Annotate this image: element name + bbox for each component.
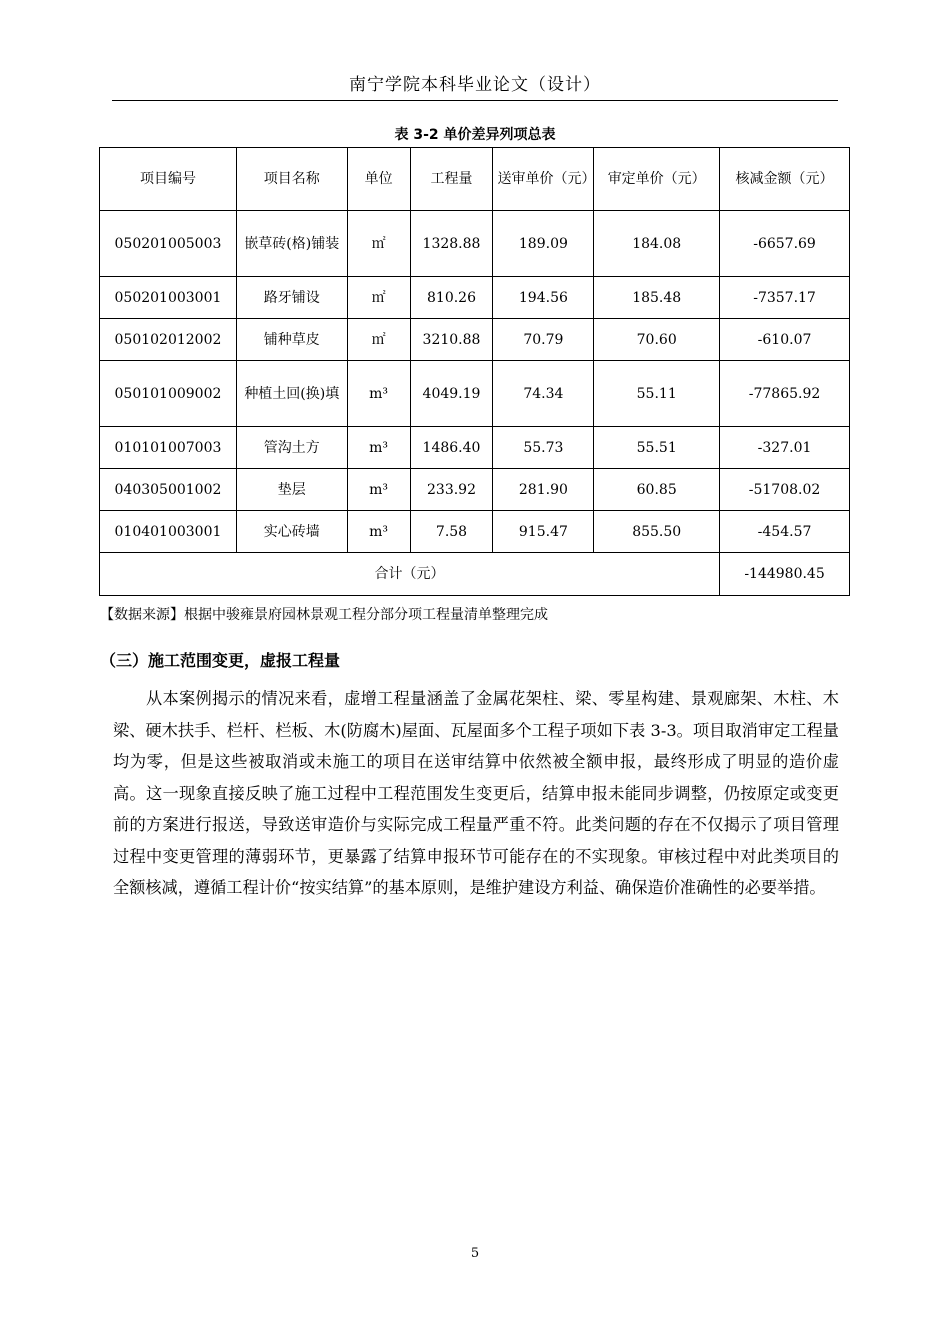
body-paragraph: 从本案例揭示的情况来看，虚增工程量涵盖了金属花架柱、梁、零星构建、景观廊架、木柱、木梁、硬木扶手、栏杆、栏板、木(防腐木)屋面、瓦屋面多个工程子项如下表 3-3。项目取消审定工程量均为零，但是这些被取消或未施工的项目在送审结算中依然被全额申报，最终形成了明显的造价虚高。这一现象直接反映了施工过程中工程范围发生变更后，结算申报未能同步调整，仍按原定或变更前的方案进行报送，导致送审造价与实际完成工程量严重不符。此类问题的存在不仅揭示了项目管理过程中变更管理的薄弱环节，更暴露了结算申报环节可能存在的不实现象。审核过程中对此类项目的全额核减，遵循工程计价“按实结算”的基本原则，是维护建设方利益、确保造价准确性的必要举措。 (113, 689, 839, 897)
item-name-cell: 种植土回(换)填 (236, 361, 347, 427)
item-code-cell: 050102012002 (100, 319, 237, 361)
item-code-cell: 050201003001 (100, 277, 237, 319)
quantity-cell: 810.26 (410, 277, 493, 319)
quantity-cell: 3210.88 (410, 319, 493, 361)
quantity-cell: 233.92 (410, 469, 493, 511)
section-heading: （三）施工范围变更，虚报工程量 (100, 651, 341, 670)
item-code-cell: 050201005003 (100, 211, 237, 277)
unit-cell: m³ (347, 511, 410, 553)
item-name-cell: 嵌草砖(格)铺装 (236, 211, 347, 277)
column-header: 单位 (347, 148, 410, 211)
item-code-cell: 040305001002 (100, 469, 237, 511)
submitted-price-cell: 74.34 (493, 361, 594, 427)
table-source-note: 【数据来源】根据中骏雍景府园林景观工程分部分项工程量清单整理完成 (100, 607, 548, 623)
quantity-cell: 1328.88 (410, 211, 493, 277)
column-header: 项目编号 (100, 148, 237, 211)
reduction-amount-cell: -51708.02 (720, 469, 850, 511)
item-name-cell: 实心砖墙 (236, 511, 347, 553)
table-row (100, 361, 850, 427)
reduction-amount-cell: -77865.92 (720, 361, 850, 427)
table-header-row (100, 148, 850, 211)
reduction-amount-cell: -7357.17 (720, 277, 850, 319)
table-row (100, 211, 850, 277)
page-number: 5 (470, 1246, 480, 1261)
item-name-cell: 垫层 (236, 469, 347, 511)
reduction-amount-cell: -454.57 (720, 511, 850, 553)
column-header: 核减金额（元） (720, 148, 850, 211)
unit-cell: m³ (347, 469, 410, 511)
submitted-price-cell: 281.90 (493, 469, 594, 511)
quantity-cell: 1486.40 (410, 427, 493, 469)
approved-price-cell: 855.50 (594, 511, 720, 553)
submitted-price-cell: 70.79 (493, 319, 594, 361)
column-header: 审定单价（元） (594, 148, 720, 211)
unit-cell: m³ (347, 427, 410, 469)
submitted-price-cell: 189.09 (493, 211, 594, 277)
approved-price-cell: 55.51 (594, 427, 720, 469)
unit-cell: ㎡ (347, 319, 410, 361)
approved-price-cell: 184.08 (594, 211, 720, 277)
unit-cell: ㎡ (347, 277, 410, 319)
item-name-cell: 管沟土方 (236, 427, 347, 469)
approved-price-cell: 55.11 (594, 361, 720, 427)
table-caption: 表 3-2 单价差异列项总表 (394, 127, 556, 143)
item-code-cell: 010101007003 (100, 427, 237, 469)
header-divider (112, 100, 838, 101)
quantity-cell: 4049.19 (410, 361, 493, 427)
submitted-price-cell: 55.73 (493, 427, 594, 469)
reduction-amount-cell: -6657.69 (720, 211, 850, 277)
submitted-price-cell: 915.47 (493, 511, 594, 553)
item-code-cell: 010401003001 (100, 511, 237, 553)
approved-price-cell: 185.48 (594, 277, 720, 319)
column-header: 工程量 (410, 148, 493, 211)
item-name-cell: 路牙铺设 (236, 277, 347, 319)
unit-cell: ㎡ (347, 211, 410, 277)
table-total-row (100, 553, 850, 596)
quantity-cell: 7.58 (410, 511, 493, 553)
approved-price-cell: 70.60 (594, 319, 720, 361)
item-code-cell: 050101009002 (100, 361, 237, 427)
submitted-price-cell: 194.56 (493, 277, 594, 319)
reduction-amount-cell: -610.07 (720, 319, 850, 361)
table-row (100, 427, 850, 469)
table-row (100, 511, 850, 553)
table-row (100, 319, 850, 361)
column-header: 送审单价（元） (493, 148, 594, 211)
item-name-cell: 铺种草皮 (236, 319, 347, 361)
unit-cell: m³ (347, 361, 410, 427)
column-header: 项目名称 (236, 148, 347, 211)
approved-price-cell: 60.85 (594, 469, 720, 511)
reduction-amount-cell: -327.01 (720, 427, 850, 469)
table-row (100, 277, 850, 319)
table-row (100, 469, 850, 511)
unit-price-difference-table (99, 147, 850, 596)
total-value-cell: -144980.45 (720, 553, 850, 596)
total-label-cell: 合计（元） (100, 553, 720, 596)
page-header-title: 南宁学院本科毕业论文（设计） (349, 75, 601, 95)
